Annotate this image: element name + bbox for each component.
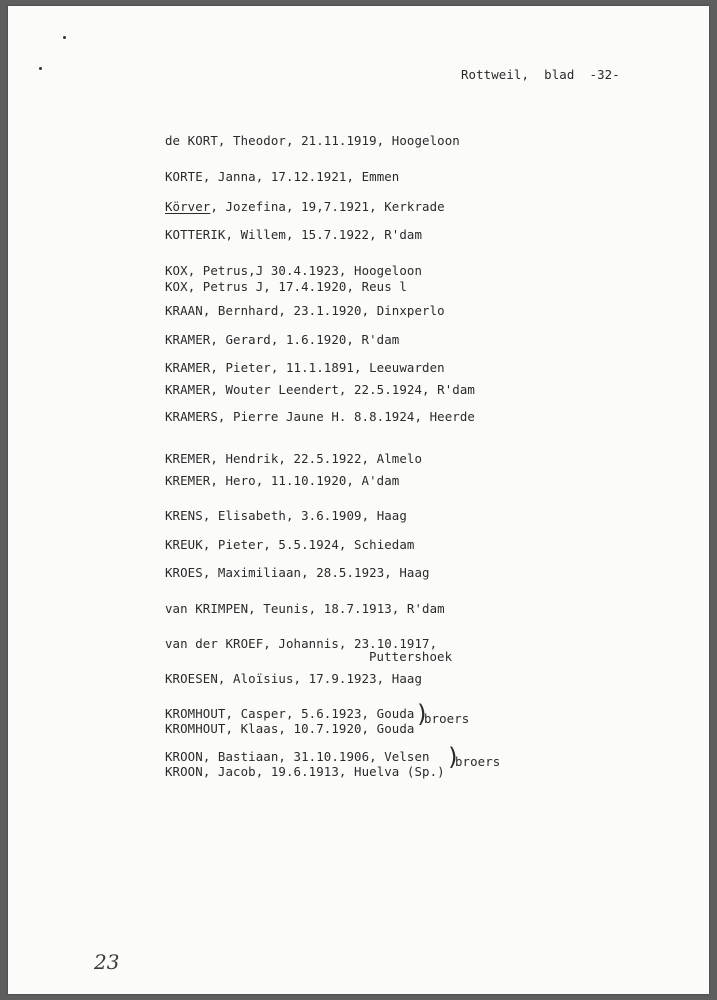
entry-line (165, 333, 399, 347)
broers-annotation: broers (455, 754, 501, 769)
brace-mark: ) (415, 700, 430, 728)
entry-surname: KRAMER (165, 332, 211, 347)
entry-details: , Pierre Jaune H. 8.8.1924, Heerde (217, 409, 475, 424)
entry-line (165, 200, 445, 214)
entry-details: , Petrus J, 17.4.1920, Reus l (187, 279, 407, 294)
entry-details: , Hendrik, 22.5.1922, Almelo (210, 451, 423, 466)
entry-line (165, 452, 422, 466)
entry-details: , Aloïsius, 17.9.1923, Haag (217, 671, 423, 686)
entry-surname: KROESEN (165, 671, 218, 686)
entry-details: , Jozefina, 19,7.1921, Kerkrade (210, 199, 445, 214)
entry-details: , Teunis, 18.7.1913, R'dam (248, 601, 445, 616)
entry-line (165, 538, 415, 552)
entry-line (165, 722, 414, 736)
entry-details: , Maximiliaan, 28.5.1923, Haag (202, 565, 430, 580)
entry-details: , Pieter, 11.1.1891, Leeuwarden (210, 360, 445, 375)
entry-surname: de KORT (165, 133, 218, 148)
entry-line (165, 361, 445, 375)
entry-line (165, 707, 414, 721)
entry-line (165, 264, 422, 278)
speck-mark (39, 67, 42, 70)
entry-details: Puttershoek (369, 649, 453, 664)
broers-annotation: broers (424, 711, 470, 726)
entry-surname: KROON (165, 749, 203, 764)
entry-prefix: van der (165, 636, 226, 651)
entry-details: , Johannis, 23.10.1917, (263, 636, 438, 651)
entry-line (165, 228, 422, 242)
entry-details: , Gerard, 1.6.1920, R'dam (210, 332, 400, 347)
entry-prefix: van (165, 601, 196, 616)
entry-surname: KRAMER (165, 360, 211, 375)
entry-surname: KRAMERS (165, 409, 218, 424)
entry-details: , Pieter, 5.5.1924, Schiedam (202, 537, 415, 552)
entry-details: , Janna, 17.12.1921, Emmen (202, 169, 400, 184)
entry-details: , Casper, 5.6.1923, Gouda (225, 706, 415, 721)
entry-surname: Körver (165, 199, 211, 214)
document-page (8, 6, 709, 994)
entry-continuation (369, 650, 452, 664)
entry-line (165, 280, 407, 294)
entry-line (165, 304, 445, 318)
entry-details: , Hero, 11.10.1920, A'dam (210, 473, 400, 488)
brace-mark: ) (446, 743, 461, 771)
entry-line (165, 134, 460, 148)
entry-surname: KRENS (165, 508, 203, 523)
entry-line (165, 170, 399, 184)
entry-line (165, 509, 407, 523)
entry-details: , Jacob, 19.6.1913, Huelva (Sp.) (202, 764, 445, 779)
entry-surname: KOTTERIK (165, 227, 226, 242)
entry-surname: KROMHOUT (165, 706, 226, 721)
entry-details: , Bernhard, 23.1.1920, Dinxperlo (202, 303, 445, 318)
entry-surname: KROES (165, 565, 203, 580)
entry-line (165, 410, 475, 424)
entry-line (165, 750, 430, 764)
entry-surname: KREUK (165, 537, 203, 552)
entry-details: , Theodor, 21.11.1919, Hoogeloon (217, 133, 460, 148)
speck-mark (63, 36, 66, 39)
entry-line (165, 602, 445, 616)
entry-line (165, 383, 475, 397)
entry-surname: KOX (165, 263, 188, 278)
entry-line (165, 474, 399, 488)
entry-surname: KROON (165, 764, 203, 779)
entry-surname: KROEF (225, 636, 264, 651)
entry-surname: KREMER (165, 473, 211, 488)
entry-surname: KROMHOUT (165, 721, 226, 736)
entry-details: , Wouter Leendert, 22.5.1924, R'dam (210, 382, 475, 397)
entry-line (165, 672, 422, 686)
handwritten-page-number: 23 (94, 950, 120, 974)
entry-details: , Klaas, 10.7.1920, Gouda (225, 721, 415, 736)
entry-line (165, 566, 430, 580)
entry-surname: KRIMPEN (195, 601, 249, 616)
entry-details: , Willem, 15.7.1922, R'dam (225, 227, 423, 242)
page-header: Rottweil, blad -32- (461, 67, 620, 82)
entry-surname: KRAMER (165, 382, 211, 397)
entry-details: , Bastiaan, 31.10.1906, Velsen (202, 749, 430, 764)
entry-surname: KORTE (165, 169, 203, 184)
entry-details: , Petrus,J 30.4.1923, Hoogeloon (187, 263, 423, 278)
entry-surname: KRAAN (165, 303, 203, 318)
entry-surname: KREMER (165, 451, 211, 466)
entry-details: , Elisabeth, 3.6.1909, Haag (202, 508, 407, 523)
entry-surname: KOX (165, 279, 188, 294)
entry-line (165, 765, 445, 779)
